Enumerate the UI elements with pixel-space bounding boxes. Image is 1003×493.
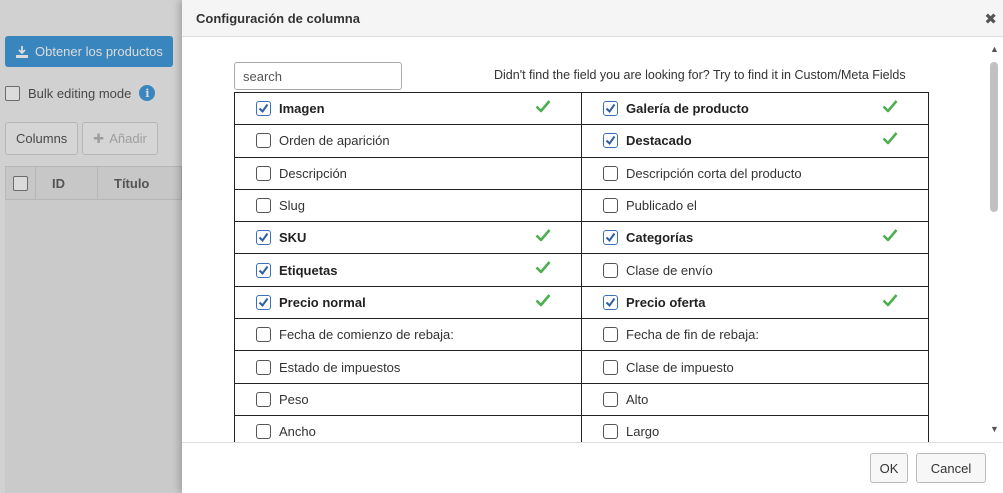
column-checkbox[interactable] — [603, 230, 618, 245]
checkmark-icon — [882, 131, 898, 145]
column-checkbox[interactable] — [603, 166, 618, 181]
column-option-row — [235, 351, 928, 383]
column-option-label: Clase de impuesto — [626, 359, 734, 375]
checkmark-icon — [535, 228, 551, 242]
column-option[interactable] — [582, 416, 928, 442]
id-column-header[interactable]: ID — [36, 167, 98, 199]
column-checkbox[interactable] — [603, 101, 618, 116]
column-checkbox[interactable] — [256, 360, 271, 375]
checkmark-icon — [535, 293, 551, 307]
column-checkbox[interactable] — [256, 133, 271, 148]
column-checkbox[interactable] — [603, 295, 618, 310]
column-option[interactable] — [235, 158, 582, 189]
download-icon — [15, 45, 29, 59]
checkmark-icon — [535, 99, 551, 113]
column-checkbox[interactable] — [603, 360, 618, 375]
checkmark-icon — [882, 99, 898, 113]
column-option-row — [235, 416, 928, 442]
modal-scrollbar[interactable] — [988, 44, 999, 438]
column-checkbox[interactable] — [603, 424, 618, 439]
column-option-row — [235, 287, 928, 319]
bulk-editing-label: Bulk editing mode — [28, 85, 132, 101]
column-option[interactable] — [235, 351, 582, 382]
column-option-row — [235, 384, 928, 416]
ok-button[interactable]: OK — [870, 453, 908, 483]
modal-body — [182, 38, 1003, 442]
column-option-row — [235, 158, 928, 190]
column-checkbox[interactable] — [256, 198, 271, 213]
column-config-modal — [182, 0, 1003, 493]
column-checkbox[interactable] — [256, 424, 271, 439]
background-page — [0, 0, 182, 493]
add-button[interactable] — [82, 122, 157, 155]
column-option[interactable] — [235, 125, 582, 156]
column-option-label: Largo — [626, 424, 660, 440]
scroll-down-icon[interactable]: ▼ — [990, 424, 999, 434]
checkmark-icon — [882, 228, 898, 242]
column-option[interactable] — [582, 287, 928, 318]
column-option-label: Fecha de fin de rebaja: — [626, 327, 759, 343]
column-option[interactable] — [582, 222, 928, 253]
bulk-editing-checkbox[interactable] — [5, 86, 20, 101]
custom-fields-hint: Didn't find the field you are looking for? Try to find it in Custom/Meta Fields — [494, 68, 906, 82]
scroll-up-icon[interactable]: ▲ — [990, 44, 999, 54]
column-option-label: Peso — [279, 391, 309, 407]
products-table-body — [5, 200, 182, 493]
column-option-label: Alto — [626, 391, 649, 407]
column-option-label: Descripción corta del producto — [626, 165, 802, 181]
column-option[interactable] — [582, 351, 928, 382]
column-option-label: Clase de envío — [626, 262, 713, 278]
column-option[interactable] — [235, 287, 582, 318]
column-option[interactable] — [235, 222, 582, 253]
column-option[interactable] — [235, 384, 582, 415]
get-products-button[interactable] — [5, 36, 173, 67]
column-option-label: Slug — [279, 198, 306, 214]
column-checkbox[interactable] — [256, 166, 271, 181]
column-option-label: Galería de producto — [626, 101, 749, 117]
column-option[interactable] — [582, 190, 928, 221]
column-option-label: Precio normal — [279, 294, 366, 310]
column-checkbox[interactable] — [256, 392, 271, 407]
column-checkbox[interactable] — [603, 133, 618, 148]
column-option-label: Estado de impuestos — [279, 359, 401, 375]
column-option[interactable] — [235, 190, 582, 221]
column-option-label: Etiquetas — [279, 262, 338, 278]
column-option[interactable] — [235, 319, 582, 350]
get-products-label: Obtener los productos — [35, 44, 163, 59]
column-option-row — [235, 93, 928, 125]
column-option[interactable] — [235, 254, 582, 285]
close-icon[interactable]: ✖ — [984, 11, 997, 28]
column-checkbox[interactable] — [256, 101, 271, 116]
column-checkbox[interactable] — [603, 263, 618, 278]
column-option-label: Precio oferta — [626, 294, 706, 310]
columns-grid — [234, 92, 929, 442]
column-option-row — [235, 254, 928, 286]
column-option-row — [235, 319, 928, 351]
column-option-label: Descripción — [279, 165, 347, 181]
background-toolbar — [5, 122, 158, 155]
modal-header — [182, 0, 1003, 37]
modal-footer — [182, 442, 1003, 493]
column-option-label: Ancho — [279, 424, 316, 440]
column-option-row — [235, 125, 928, 157]
column-option[interactable] — [235, 416, 582, 442]
column-option-label: Orden de aparición — [279, 133, 390, 149]
column-option[interactable] — [582, 319, 928, 350]
column-checkbox[interactable] — [256, 230, 271, 245]
column-option-label: Fecha de comienzo de rebaja: — [279, 327, 454, 343]
column-option-label: Publicado el — [626, 198, 697, 214]
title-column-header[interactable]: Título — [114, 175, 150, 191]
column-option-row — [235, 190, 928, 222]
cancel-button[interactable]: Cancel — [916, 453, 986, 483]
column-option-row — [235, 222, 928, 254]
checkmark-icon — [535, 260, 551, 274]
checkmark-icon — [882, 293, 898, 307]
column-option[interactable] — [582, 254, 928, 285]
column-option[interactable] — [582, 93, 928, 124]
select-all-checkbox[interactable] — [13, 176, 28, 191]
column-option-label: Categorías — [626, 230, 694, 246]
add-label: Añadir — [109, 131, 147, 146]
column-checkbox[interactable] — [603, 327, 618, 342]
column-checkbox[interactable] — [256, 263, 271, 278]
column-checkbox[interactable] — [603, 198, 618, 213]
column-option[interactable] — [582, 125, 928, 156]
column-option[interactable] — [582, 158, 928, 189]
scrollbar-thumb[interactable] — [990, 62, 998, 212]
column-option-label: Imagen — [279, 101, 325, 117]
column-option-label: SKU — [279, 230, 307, 246]
bulk-editing-toggle[interactable] — [5, 85, 155, 101]
column-checkbox[interactable] — [256, 295, 271, 310]
column-option[interactable] — [582, 384, 928, 415]
columns-button[interactable]: Columns — [5, 122, 78, 155]
modal-title: Configuración de columna — [196, 10, 360, 26]
search-input[interactable] — [234, 62, 402, 90]
info-icon[interactable]: i — [139, 85, 155, 101]
column-option[interactable] — [235, 93, 582, 124]
column-option-label: Destacado — [626, 133, 692, 149]
plus-icon: ✚ — [93, 130, 105, 146]
column-checkbox[interactable] — [603, 392, 618, 407]
column-checkbox[interactable] — [256, 327, 271, 342]
products-table-header — [5, 166, 182, 200]
